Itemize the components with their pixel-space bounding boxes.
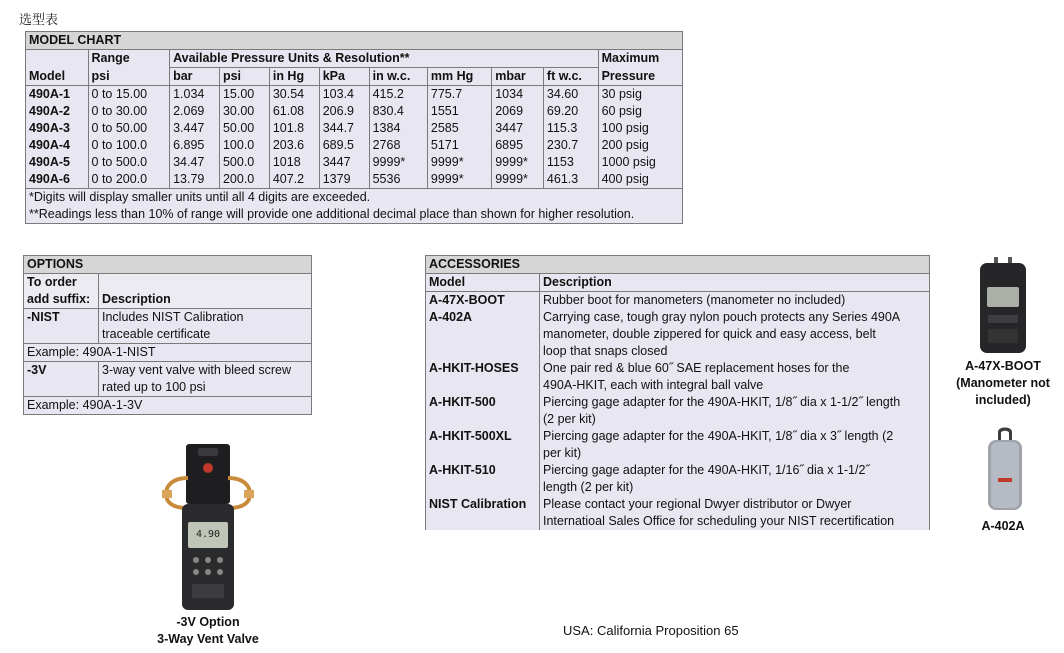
carrying-case-icon [984,426,1026,512]
value-cell: 689.5 [319,137,369,154]
range-cell: 0 to 200.0 [88,171,170,189]
value-cell: 34.47 [170,154,220,171]
header-unit: in Hg [269,68,319,86]
header-unit: mm Hg [427,68,491,86]
header-available: Available Pressure Units & Resolution** [170,50,599,68]
accessory-row [426,292,930,310]
value-cell: 69.20 [543,103,598,120]
accessory-model: A-HKIT-HOSES [426,360,540,394]
accessory-description: One pair red & blue 60˝ SAE replacement hoses for the 490A-HKIT, each with integral ball valve [540,360,930,394]
value-cell: 1034 [492,86,544,104]
page-title: 选型表 [19,13,59,28]
accessory-row [426,496,930,530]
max-pressure-cell: 30 psig [598,86,682,104]
device-display-readout: 4.90 [195,529,221,540]
value-cell: 15.00 [219,86,269,104]
value-cell: 50.00 [219,120,269,137]
value-cell: 461.3 [543,171,598,189]
max-pressure-cell: 400 psig [598,171,682,189]
value-cell: 3447 [492,120,544,137]
max-pressure-cell: 200 psig [598,137,682,154]
device-3v-image [158,442,258,612]
value-cell: 6.895 [170,137,220,154]
header-unit: bar [170,68,220,86]
case-caption: A-402A [981,519,1025,533]
value-cell: 1379 [319,171,369,189]
manometer-boot-icon [978,257,1028,353]
accessory-model: A-HKIT-510 [426,462,540,496]
value-cell: 344.7 [319,120,369,137]
range-cell: 0 to 15.00 [88,86,170,104]
accessory-model: A-402A [426,309,540,360]
accessory-description: Rubber boot for manometers (manometer no included) [540,292,930,310]
value-cell: 415.2 [369,86,427,104]
value-cell: 1384 [369,120,427,137]
value-cell: 3447 [319,154,369,171]
value-cell: 203.6 [269,137,319,154]
model-row [26,171,683,189]
accessories-header-model: Model [426,274,540,292]
model-row [26,137,683,154]
footnote-readings: **Readings less than 10% of range will provide one additional decimal place than shown for higher resolution. [26,206,683,224]
range-cell: 0 to 100.0 [88,137,170,154]
max-pressure-cell: 60 psig [598,103,682,120]
value-cell: 1018 [269,154,319,171]
model-row [26,86,683,104]
value-cell: 101.8 [269,120,319,137]
header-maximum: Maximum [598,50,682,68]
value-cell: 2768 [369,137,427,154]
value-cell: 30.54 [269,86,319,104]
value-cell: 200.0 [219,171,269,189]
header-unit: in w.c. [369,68,427,86]
model-cell: 490A-6 [26,171,89,189]
accessory-row [426,428,930,462]
option-description: 3-way vent valve with bleed screw rated up to 100 psi [99,362,312,397]
manometer-icon [158,442,258,612]
options-header-description: Description [99,274,312,309]
header-unit: kPa [319,68,369,86]
model-row [26,120,683,137]
value-cell: 775.7 [427,86,491,104]
value-cell: 103.4 [319,86,369,104]
value-cell: 5171 [427,137,491,154]
option-suffix: -NIST [24,309,99,344]
value-cell: 9999* [492,154,544,171]
accessories-header-description: Description [540,274,930,292]
model-chart-table [25,31,683,224]
value-cell: 9999* [427,154,491,171]
value-cell: 500.0 [219,154,269,171]
accessory-row [426,309,930,360]
value-cell: 9999* [492,171,544,189]
value-cell: 5536 [369,171,427,189]
footnote-digits: *Digits will display smaller units until all 4 digits are exceeded. [26,189,683,207]
value-cell: 34.60 [543,86,598,104]
value-cell: 30.00 [219,103,269,120]
max-pressure-cell: 1000 psig [598,154,682,171]
header-unit: ft w.c. [543,68,598,86]
value-cell: 6895 [492,137,544,154]
boot-caption: A-47X-BOOT (Manometer not included) [956,359,1050,407]
option-example: Example: 490A-1-NIST [24,344,312,362]
option-example: Example: 490A-1-3V [24,397,312,415]
header-range: Range [88,50,170,68]
value-cell: 1.034 [170,86,220,104]
model-row [26,154,683,171]
accessory-description: Piercing gage adapter for the 490A-HKIT, 1/8˝ dia x 1-1/2˝ length (2 per kit) [540,394,930,428]
option-suffix: -3V [24,362,99,397]
model-cell: 490A-3 [26,120,89,137]
model-cell: 490A-4 [26,137,89,154]
accessory-description: Piercing gage adapter for the 490A-HKIT, 1/8˝ dia x 3˝ length (2 per kit) [540,428,930,462]
value-cell: 9999* [427,171,491,189]
accessory-description: Please contact your regional Dwyer distributor or Dwyer Internatioal Sales Office for scheduling your NIST recertification [540,496,930,530]
model-row [26,103,683,120]
range-cell: 0 to 500.0 [88,154,170,171]
accessory-row [426,394,930,428]
accessory-description: Piercing gage adapter for the 490A-HKIT, 1/16˝ dia x 1-1/2˝ length (2 per kit) [540,462,930,496]
max-pressure-cell: 100 psig [598,120,682,137]
value-cell: 9999* [369,154,427,171]
accessory-description: Carrying case, tough gray nylon pouch protects any Series 490A manometer, double zippered for quick and easy access, belt loop that snaps closed [540,309,930,360]
value-cell: 100.0 [219,137,269,154]
options-header-suffix: To order add suffix: [24,274,99,309]
value-cell: 13.79 [170,171,220,189]
model-chart-title: MODEL CHART [26,32,683,50]
model-cell: 490A-5 [26,154,89,171]
value-cell: 3.447 [170,120,220,137]
option-description: Includes NIST Calibration traceable certificate [99,309,312,344]
option-3v-caption: -3V Option 3-Way Vent Valve [157,615,259,646]
accessories-table [425,255,930,530]
model-cell: 490A-2 [26,103,89,120]
boot-image [978,257,1028,353]
options-table [23,255,312,415]
value-cell: 230.7 [543,137,598,154]
range-cell: 0 to 30.00 [88,103,170,120]
options-title: OPTIONS [24,256,312,274]
header-unit: psi [219,68,269,86]
value-cell: 407.2 [269,171,319,189]
value-cell: 1551 [427,103,491,120]
range-cell: 0 to 50.00 [88,120,170,137]
header-psi: psi [88,68,170,86]
model-cell: 490A-1 [26,86,89,104]
accessory-row [426,462,930,496]
accessory-model: NIST Calibration [426,496,540,530]
accessory-row [426,360,930,394]
accessory-model: A-HKIT-500 [426,394,540,428]
accessories-title: ACCESSORIES [426,256,930,274]
value-cell: 115.3 [543,120,598,137]
value-cell: 206.9 [319,103,369,120]
value-cell: 2585 [427,120,491,137]
value-cell: 1153 [543,154,598,171]
header-pressure: Pressure [598,68,682,86]
value-cell: 830.4 [369,103,427,120]
case-image [984,426,1026,512]
accessory-model: A-47X-BOOT [426,292,540,310]
value-cell: 61.08 [269,103,319,120]
value-cell: 2.069 [170,103,220,120]
header-model: Model [26,68,89,86]
accessory-model: A-HKIT-500XL [426,428,540,462]
header-unit: mbar [492,68,544,86]
value-cell: 2069 [492,103,544,120]
prop65-notice: USA: California Proposition 65 [563,623,739,638]
